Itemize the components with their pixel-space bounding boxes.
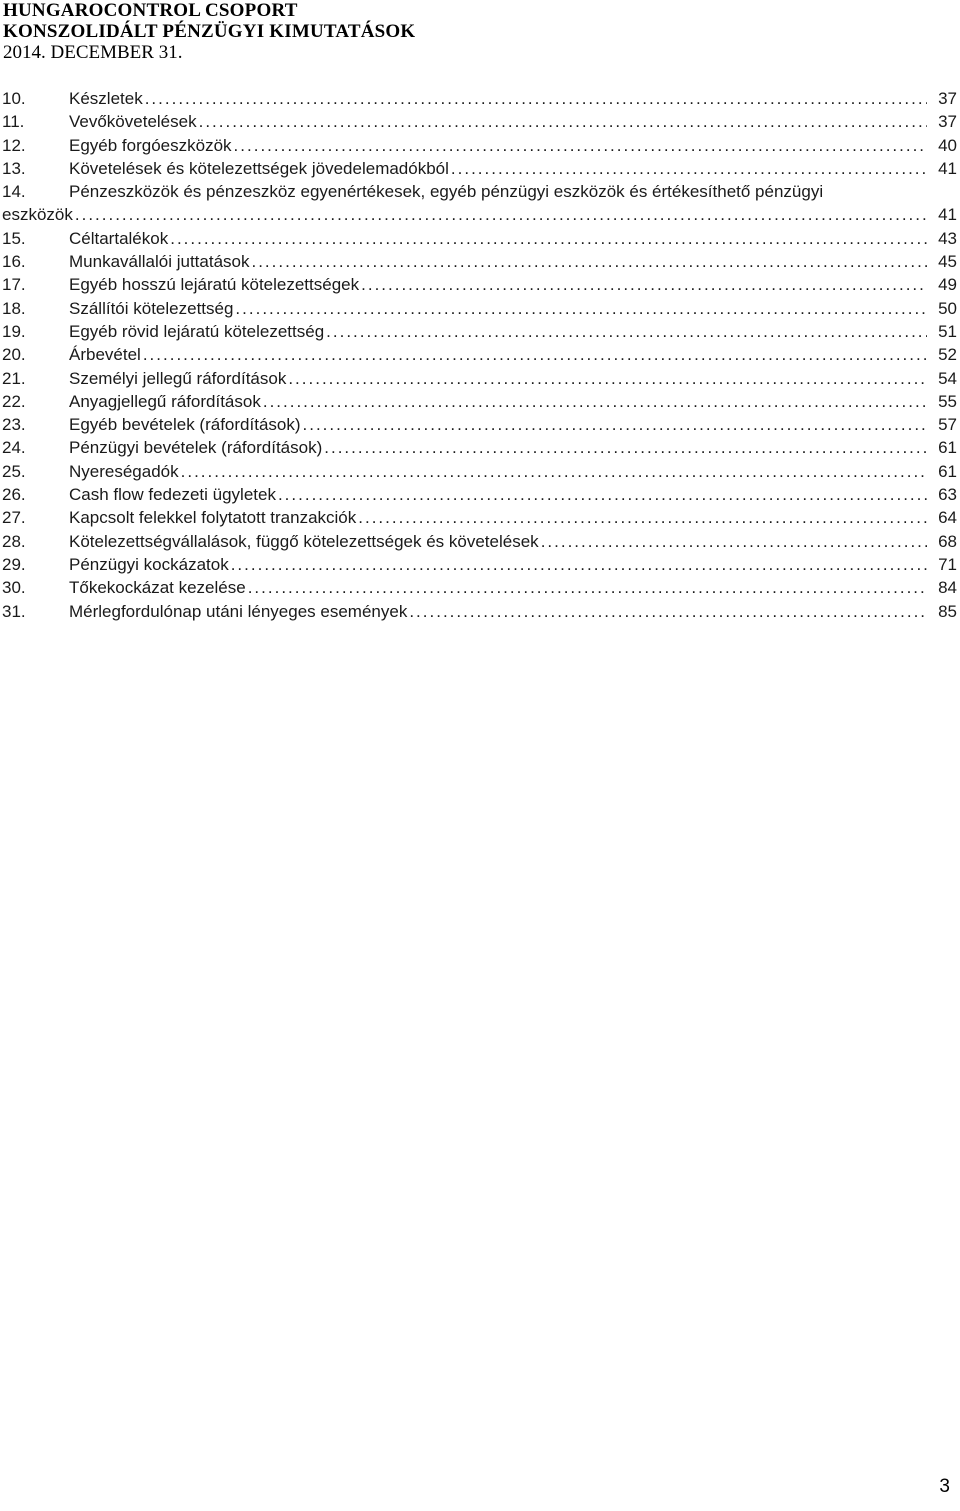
toc-entry[interactable] bbox=[0, 506, 960, 529]
toc-entry-page: 37 bbox=[938, 89, 957, 108]
toc-entry[interactable] bbox=[0, 134, 960, 157]
dot-leader bbox=[170, 227, 927, 250]
toc-entry-number: 15. bbox=[2, 228, 26, 248]
toc-entry-number: 31. bbox=[2, 601, 26, 621]
toc-entry-page: 43 bbox=[938, 228, 957, 248]
toc-entry[interactable] bbox=[0, 413, 960, 436]
toc-entry-title: Követelések és kötelezettségek jövedelemadókból bbox=[69, 158, 449, 178]
toc-entry-number: 30. bbox=[2, 578, 26, 598]
dot-leader bbox=[199, 110, 927, 133]
toc-entry[interactable] bbox=[0, 227, 960, 250]
dot-leader bbox=[75, 203, 927, 226]
dot-leader bbox=[251, 250, 927, 273]
toc-entry-page: 40 bbox=[938, 135, 957, 155]
toc-entry-continuation[interactable] bbox=[0, 203, 960, 226]
toc-entry-page: 64 bbox=[938, 508, 957, 528]
table-of-contents bbox=[0, 87, 960, 623]
toc-entry-page: 63 bbox=[938, 485, 957, 505]
toc-entry-number: 18. bbox=[2, 298, 26, 318]
toc-entry-page: 68 bbox=[938, 531, 957, 551]
toc-entry-page: 84 bbox=[938, 578, 957, 598]
dot-leader bbox=[263, 390, 927, 413]
toc-entry[interactable] bbox=[0, 87, 960, 110]
dot-leader bbox=[324, 436, 927, 459]
toc-entry-title: Kapcsolt felekkel folytatott tranzakciók bbox=[69, 508, 357, 528]
page-number: 3 bbox=[939, 1476, 950, 1497]
toc-entry-page: 71 bbox=[938, 554, 957, 574]
toc-entry-page: 41 bbox=[938, 158, 957, 178]
toc-entry[interactable] bbox=[0, 553, 960, 576]
toc-entry-number: 29. bbox=[2, 554, 26, 574]
dot-leader bbox=[234, 134, 927, 157]
dot-leader bbox=[235, 297, 927, 320]
toc-entry-page: 49 bbox=[938, 275, 957, 295]
toc-entry-page: 61 bbox=[938, 438, 957, 458]
toc-entry-number: 28. bbox=[2, 531, 26, 551]
toc-entry-title: Egyéb rövid lejáratú kötelezettség bbox=[69, 321, 325, 341]
dot-leader bbox=[278, 483, 927, 506]
toc-entry[interactable] bbox=[0, 530, 960, 553]
dot-leader bbox=[358, 506, 927, 529]
dot-leader bbox=[288, 367, 927, 390]
toc-entry-page: 57 bbox=[938, 415, 957, 435]
toc-entry-number: 13. bbox=[2, 158, 26, 178]
toc-entry-title: Árbevétel bbox=[69, 345, 141, 365]
dot-leader bbox=[248, 576, 927, 599]
toc-entry[interactable] bbox=[0, 576, 960, 599]
report-date: 2014. DECEMBER 31. bbox=[3, 42, 183, 63]
toc-entry[interactable] bbox=[0, 483, 960, 506]
toc-entry-page: 37 bbox=[938, 112, 957, 132]
toc-entry-number: 21. bbox=[2, 368, 26, 388]
toc-entry-page: 45 bbox=[938, 252, 957, 272]
dot-leader bbox=[451, 157, 927, 180]
toc-entry-page: 54 bbox=[938, 368, 957, 388]
toc-entry-title-continuation: eszközök bbox=[2, 205, 73, 225]
toc-entry-number: 27. bbox=[2, 508, 26, 528]
toc-entry-page: 41 bbox=[938, 205, 957, 225]
toc-entry-number: 11. bbox=[2, 112, 25, 132]
toc-entry-number: 22. bbox=[2, 391, 26, 411]
toc-entry-title: Mérlegfordulónap utáni lényeges események bbox=[69, 601, 408, 621]
toc-entry-title: Tőkekockázat kezelése bbox=[69, 578, 246, 598]
toc-entry-title: Cash flow fedezeti ügyletek bbox=[69, 485, 276, 505]
toc-entry[interactable] bbox=[0, 367, 960, 390]
toc-entry[interactable] bbox=[0, 180, 960, 203]
toc-entry-title: Munkavállalói juttatások bbox=[69, 252, 250, 272]
toc-entry-number: 25. bbox=[2, 461, 26, 481]
toc-entry-number: 14. bbox=[2, 182, 26, 202]
dot-leader bbox=[231, 553, 927, 576]
dot-leader bbox=[361, 273, 927, 296]
toc-entry-title: Egyéb forgóeszközök bbox=[69, 135, 232, 155]
toc-entry[interactable] bbox=[0, 600, 960, 623]
toc-entry-title: Kötelezettségvállalások, függő kötelezettségek és követelések bbox=[69, 531, 539, 551]
toc-entry-number: 19. bbox=[2, 321, 26, 341]
toc-entry[interactable] bbox=[0, 157, 960, 180]
toc-entry-number: 16. bbox=[2, 252, 26, 272]
dot-leader bbox=[409, 600, 927, 623]
toc-entry-page: 55 bbox=[938, 391, 957, 411]
toc-entry-title: Anyagjellegű ráfordítások bbox=[69, 391, 261, 411]
toc-entry-title: Céltartalékok bbox=[69, 228, 169, 248]
toc-entry-number: 26. bbox=[2, 485, 26, 505]
dot-leader bbox=[181, 460, 927, 483]
toc-entry[interactable] bbox=[0, 250, 960, 273]
toc-entry-title: Egyéb bevételek (ráfordítások) bbox=[69, 415, 301, 435]
toc-entry-title: Nyereségadók bbox=[69, 461, 179, 481]
toc-entry-number: 10. bbox=[2, 89, 26, 108]
toc-entry-title: Vevőkövetelések bbox=[69, 112, 197, 132]
toc-entry[interactable] bbox=[0, 343, 960, 366]
toc-entry-title: Egyéb hosszú lejáratú kötelezettségek bbox=[69, 275, 360, 295]
toc-entry-title: Készletek bbox=[69, 89, 143, 108]
toc-entry-page: 52 bbox=[938, 345, 957, 365]
toc-entry-number: 24. bbox=[2, 438, 26, 458]
toc-entry-page: 85 bbox=[938, 601, 957, 621]
toc-entry[interactable] bbox=[0, 460, 960, 483]
toc-entry-title: Pénzügyi kockázatok bbox=[69, 554, 229, 574]
dot-leader bbox=[541, 530, 927, 553]
document-title: KONSZOLIDÁLT PÉNZÜGYI KIMUTATÁSOK bbox=[3, 21, 416, 42]
toc-entry-title: Pénzügyi bevételek (ráfordítások) bbox=[69, 438, 323, 458]
toc-entry-number: 23. bbox=[2, 415, 26, 435]
toc-entry-page: 51 bbox=[938, 321, 957, 341]
toc-entry-number: 17. bbox=[2, 275, 26, 295]
toc-entry-page: 50 bbox=[938, 298, 957, 318]
dot-leader bbox=[145, 87, 927, 110]
toc-entry-title: Személyi jellegű ráfordítások bbox=[69, 368, 287, 388]
toc-entry-number: 12. bbox=[2, 135, 26, 155]
toc-entry-title: Pénzeszközök és pénzeszköz egyenértékesek, egyéb pénzügyi eszközök és értékesíthető pénzügyi bbox=[69, 182, 824, 202]
toc-entry[interactable] bbox=[0, 297, 960, 320]
toc-entry-title: Szállítói kötelezettség bbox=[69, 298, 234, 318]
toc-entry[interactable] bbox=[0, 110, 960, 133]
document-header bbox=[3, 0, 415, 63]
dot-leader bbox=[326, 320, 927, 343]
toc-entry-number: 20. bbox=[2, 345, 26, 365]
toc-entry-page: 61 bbox=[938, 461, 957, 481]
toc-entry[interactable] bbox=[0, 436, 960, 459]
toc-entry[interactable] bbox=[0, 390, 960, 413]
toc-entry[interactable] bbox=[0, 273, 960, 296]
dot-leader bbox=[143, 343, 927, 366]
toc-entry[interactable] bbox=[0, 320, 960, 343]
dot-leader bbox=[303, 413, 927, 436]
company-name: HUNGAROCONTROL CSOPORT bbox=[3, 0, 298, 21]
